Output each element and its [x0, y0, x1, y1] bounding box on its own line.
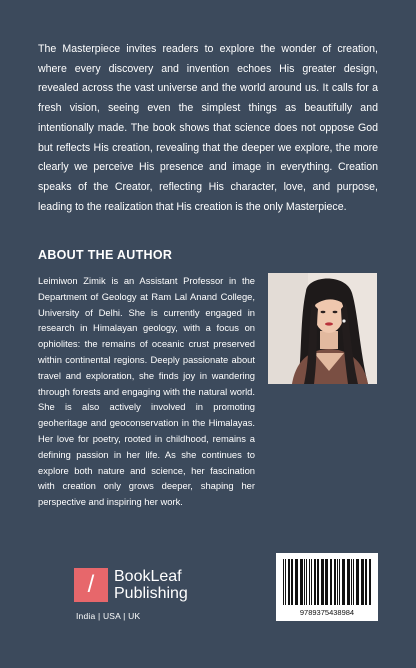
author-portrait-image [268, 273, 377, 384]
isbn-number: 9789375438984 [299, 608, 355, 617]
barcode-bars [282, 559, 372, 607]
author-photo [268, 273, 377, 384]
publisher-name-line2: Publishing [114, 585, 188, 602]
logo-slash-glyph: / [87, 571, 95, 598]
author-bio: Leimiwon Zimik is an Assistant Professor in the Department of Geology at Ram Lal Anand College, University of Delhi. She is currently engaged in research in Himalayan geology, with a focus on ophiolites: the remains of oceanic crust preserved within continental regions. Deeply passionate about travel and exploration, she finds joy in wandering through forests and engaging with the natural world. She is also actively involved in promoting geoheritage and geoconservation in the Himalayas. Her love for poetry, rooted in childhood, remains a defining passion in her life. As she continues to explore both nature and science, her fascination with creation only grows deeper, shaping her perspective and inspiring her work. [38, 275, 255, 508]
publisher-regions: India | USA | UK [76, 611, 141, 621]
isbn-barcode [276, 553, 378, 621]
book-blurb: The Masterpiece invites readers to explore the wonder of creation, where every discovery and invention echoes His greater design, revealed across the vast universe and the world around us. It calls for a fresh vision, seeing even the simplest things as beautifully and intentionally made. The book shows that science does not oppose God but reflects His creation, revealing that the deeper we explore, the more clearly we perceive His presence and image in everything. Creation speaks of the Creator, reflecting His character, love, and purpose, leading to the realization that His creation is the only Masterpiece. [38, 43, 378, 213]
about-author-heading: ABOUT THE AUTHOR [38, 248, 173, 262]
publisher-name-line1: BookLeaf [114, 568, 182, 585]
publisher-logo [74, 568, 204, 628]
